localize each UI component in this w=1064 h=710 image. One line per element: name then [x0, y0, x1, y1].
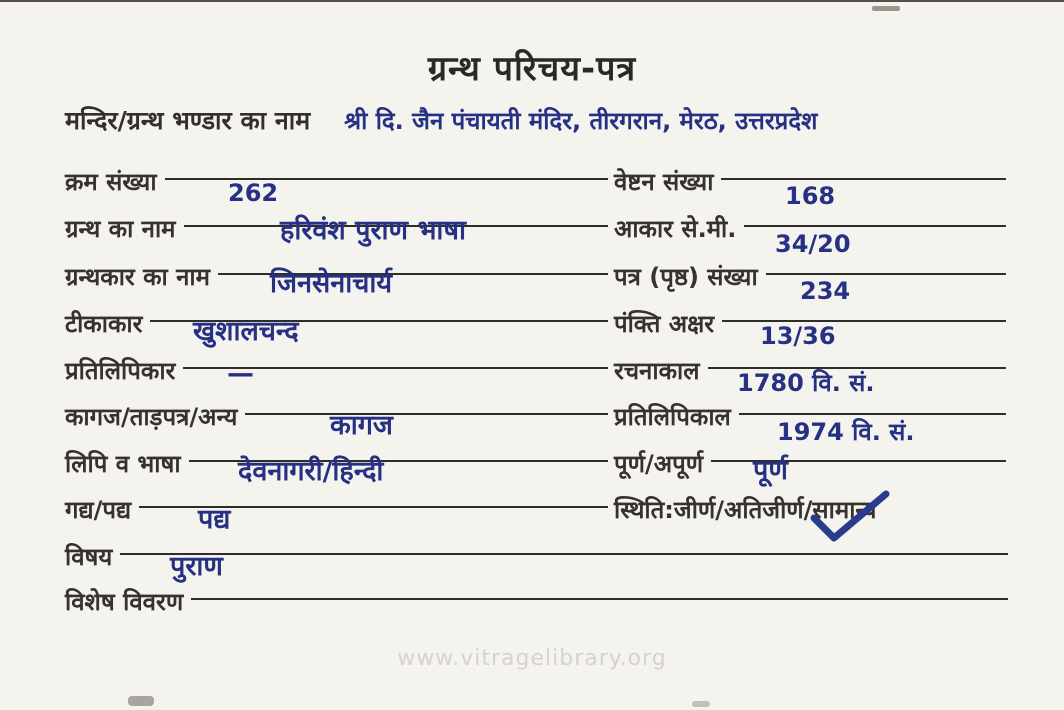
fill-line: [120, 541, 1008, 555]
value-granth-name: हरिवंश पुराण भाषा: [280, 215, 467, 246]
value-folio-count: 234: [800, 277, 851, 305]
field-commentator: [65, 308, 608, 340]
field-label: पंक्ति अक्षर: [614, 310, 715, 338]
field-label: क्रम संख्या: [65, 168, 157, 196]
value-prose-verse: पद्य: [198, 504, 231, 535]
temple-name-label: मन्दिर/ग्रन्थ भण्डार का नाम: [65, 106, 311, 135]
field-serial-number: [65, 166, 608, 198]
field-label: रचनाकाल: [614, 357, 700, 385]
field-label: ग्रन्थकार का नाम: [65, 263, 210, 291]
field-label: प्रतिलिपिकार: [65, 357, 176, 385]
value-composition-date: 1780 वि. सं.: [737, 369, 875, 397]
field-special-details: [65, 586, 1008, 618]
field-label: विशेष विवरण: [65, 588, 184, 616]
fill-line: [191, 586, 1008, 600]
field-label: टीकाकार: [65, 310, 143, 338]
fill-line: [766, 261, 1006, 275]
field-complete-status: [614, 448, 1006, 480]
watermark: www.vitragelibrary.org: [397, 646, 667, 671]
field-label: ग्रन्थ का नाम: [65, 215, 176, 243]
value-bundle-number: 168: [785, 182, 836, 210]
value-scribe: —: [227, 358, 254, 389]
field-label: गद्य/पद्य: [65, 496, 132, 524]
fill-line: [739, 401, 1006, 415]
value-lines-letters: 13/36: [760, 322, 836, 350]
value-material: कागज: [330, 410, 393, 441]
value-author-name: जिनसेनाचार्य: [270, 268, 393, 299]
value-subject: पुराण: [170, 551, 223, 582]
value-copy-date: 1974 वि. सं.: [777, 418, 915, 446]
scan-artifact: [692, 701, 710, 707]
page-title: ग्रन्थ परिचय-पत्र: [427, 49, 637, 89]
fill-line: [245, 401, 608, 415]
field-label: पूर्ण/अपूर्ण: [614, 450, 704, 478]
fill-line: [165, 166, 608, 180]
field-prose-verse: [65, 494, 608, 526]
value-commentator: खुशालचन्द: [193, 316, 299, 347]
field-label: वेष्टन संख्या: [614, 168, 714, 196]
value-complete-status: पूर्ण: [753, 455, 788, 486]
temple-name-row: [65, 103, 1040, 137]
field-label: पत्र (पृष्ठ) संख्या: [614, 263, 758, 291]
fill-line: [721, 166, 1006, 180]
field-label: कागज/ताड़पत्र/अन्य: [65, 403, 238, 431]
value-script-language: देवनागरी/हिन्दी: [238, 456, 384, 487]
field-label: विषय: [65, 543, 113, 571]
scan-artifact: [872, 6, 900, 11]
fill-line: [744, 213, 1006, 227]
value-serial-number: 262: [228, 179, 279, 207]
scan-edge-line: [0, 0, 1064, 2]
fill-line: [722, 308, 1006, 322]
value-size-cm: 34/20: [775, 230, 851, 258]
field-label: प्रतिलिपिकाल: [614, 403, 731, 431]
scan-artifact: [128, 696, 154, 706]
field-label: स्थिति:जीर्ण/अतिजीर्ण/: [614, 496, 813, 524]
field-scribe: [65, 355, 608, 387]
field-condition: [614, 494, 1006, 526]
fill-line: [708, 355, 1006, 369]
field-label: लिपि व भाषा: [65, 450, 181, 478]
condition-option-label: सामान्य: [812, 496, 877, 524]
condition-checked-option: [812, 494, 876, 526]
field-label: आकार से.मी.: [614, 215, 737, 243]
temple-name-value: श्री दि. जैन पंचायती मंदिर, तीरगरान, मेरठ, उत्तरप्रदेश: [344, 107, 818, 135]
